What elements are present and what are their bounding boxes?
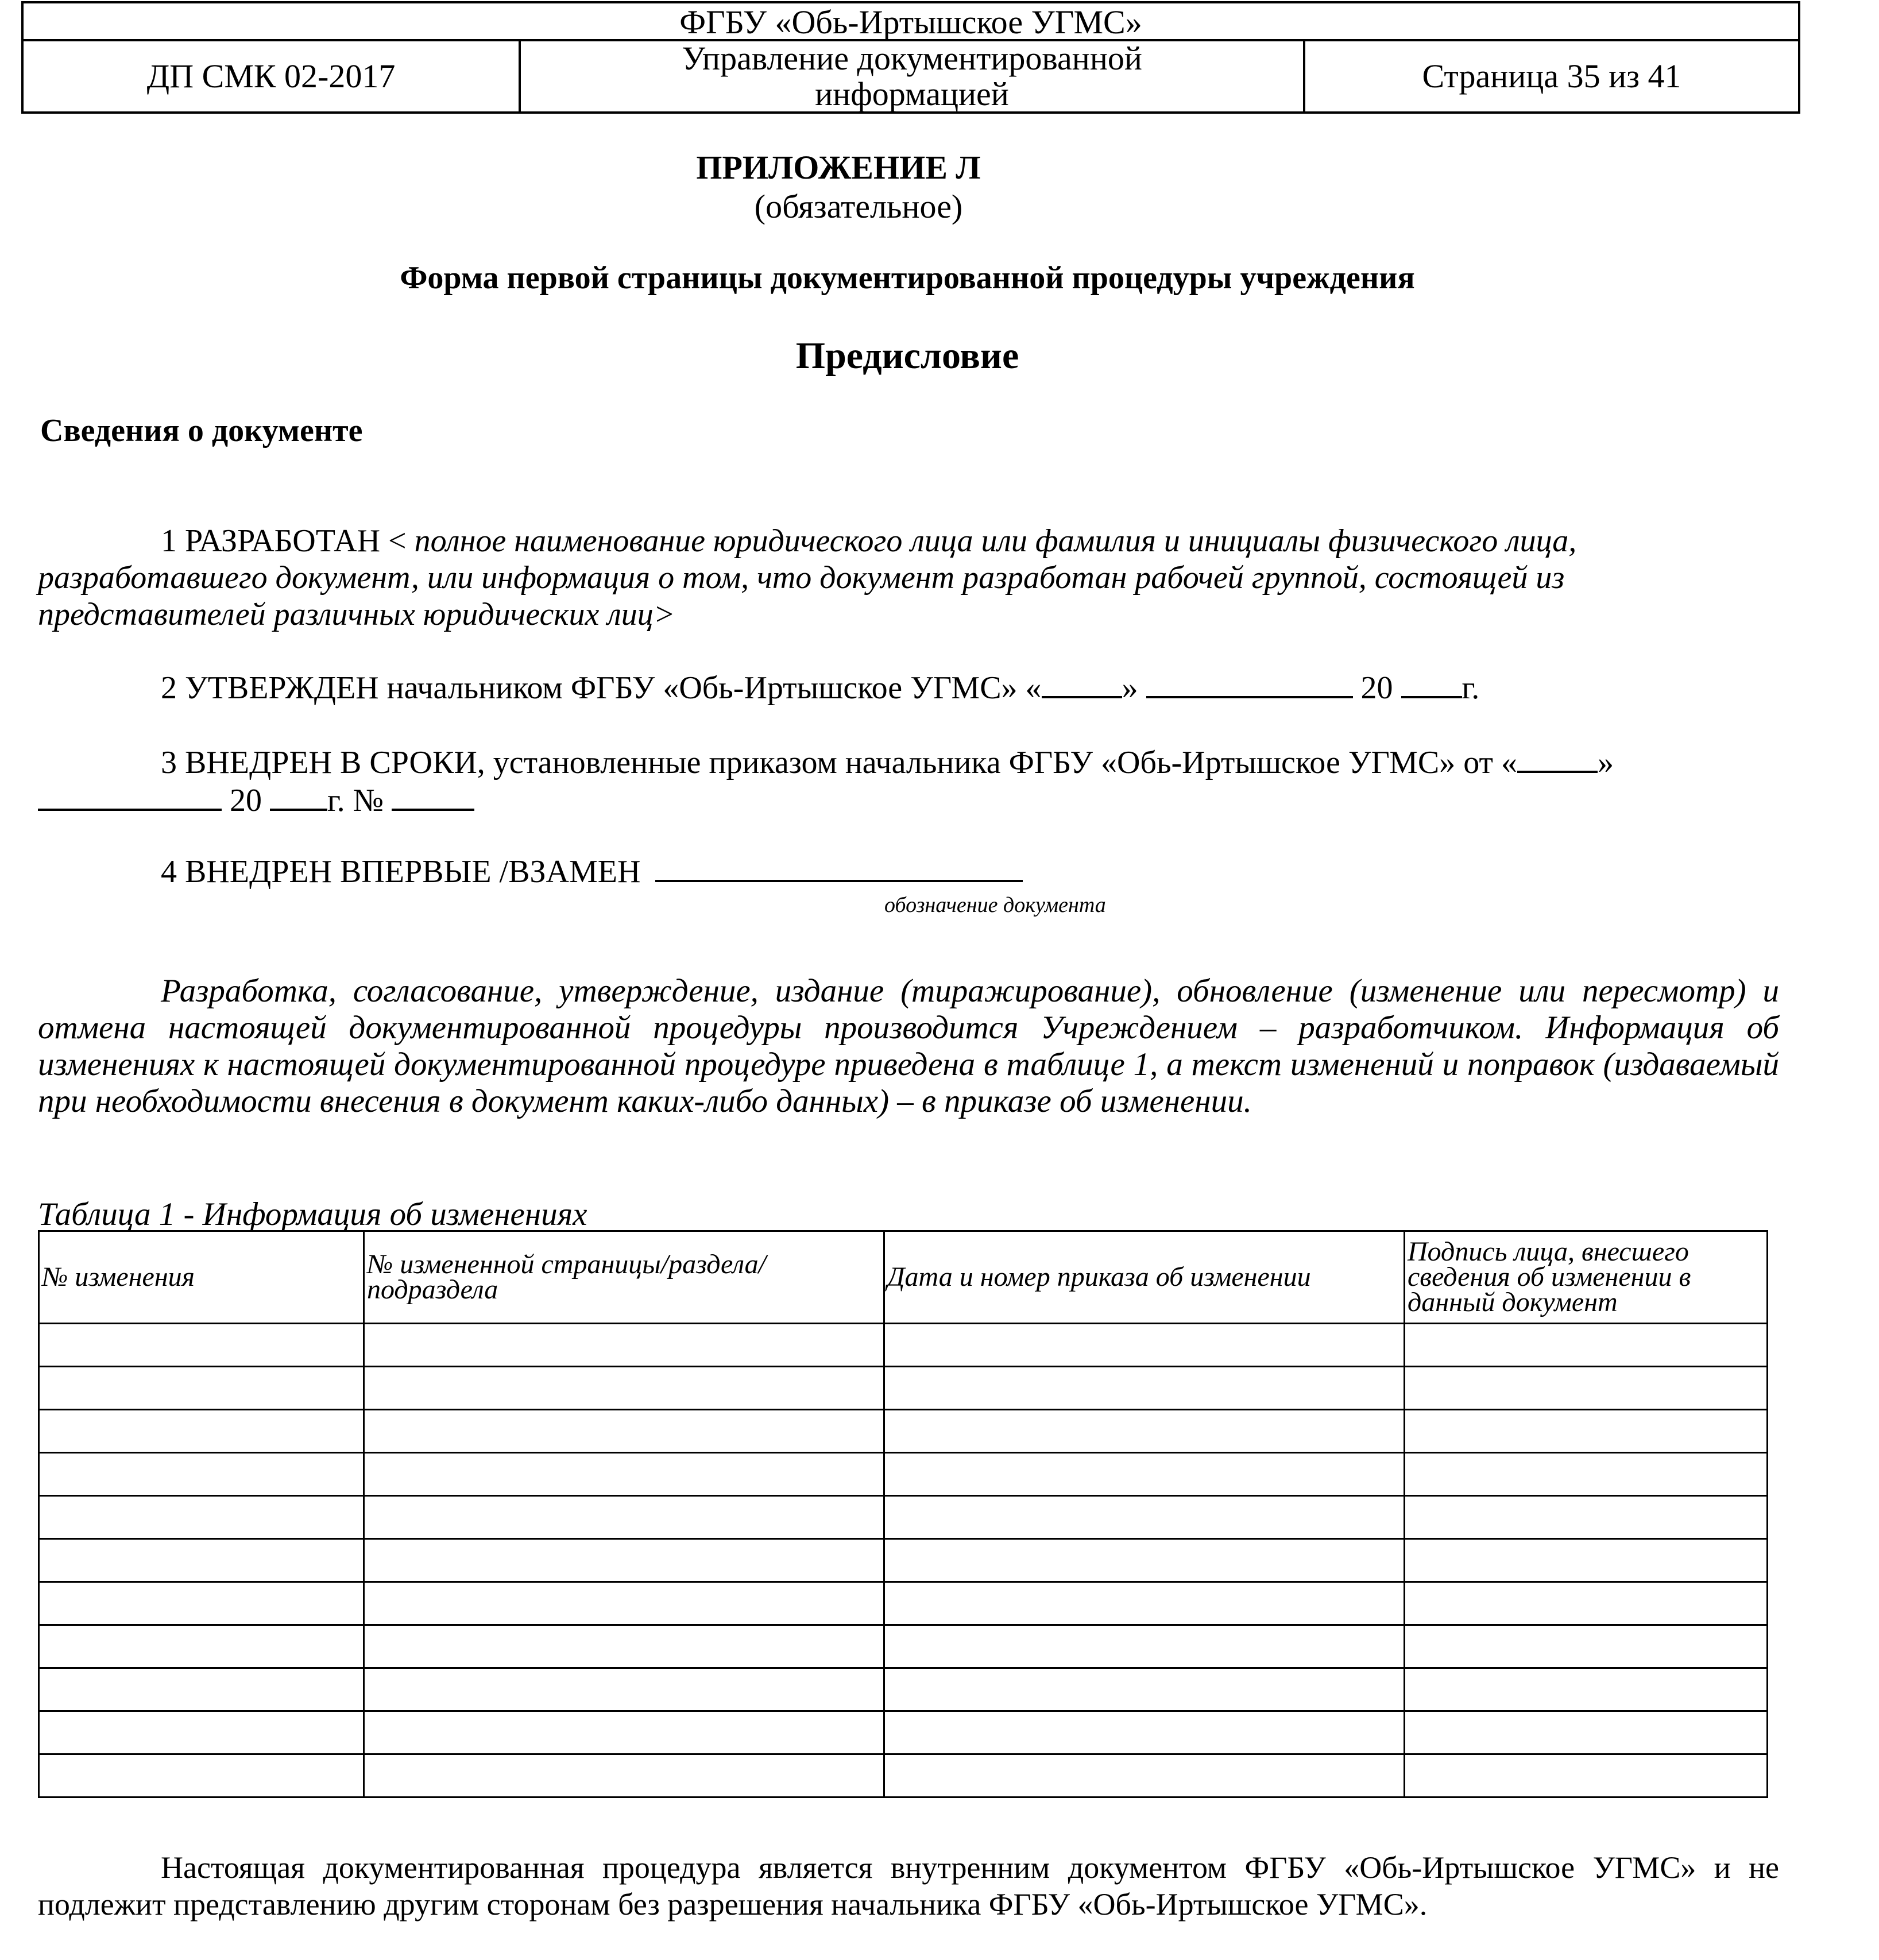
order-month-blank[interactable]	[38, 781, 222, 811]
table-cell[interactable]	[1405, 1496, 1768, 1539]
table-cell[interactable]	[1405, 1453, 1768, 1496]
item3-mid1: »	[1597, 745, 1614, 780]
month-blank[interactable]	[1146, 668, 1353, 698]
table-cell[interactable]	[884, 1754, 1405, 1797]
table-cell[interactable]	[39, 1496, 364, 1539]
table-cell[interactable]	[1405, 1367, 1768, 1410]
item1-text: полное наименование юридического лица или фамилия и инициалы физического лица, разработавшего документ, или информация о том, что документ разработан рабочей группой, состоящей из представителей различных юридических лиц>	[38, 523, 1577, 632]
designation-caption: обозначение документа	[884, 893, 1106, 917]
table-cell[interactable]	[39, 1324, 364, 1367]
table-cell[interactable]	[364, 1410, 884, 1453]
header-page-info: Страница 35 из 41	[1422, 57, 1681, 95]
table-cell[interactable]	[884, 1324, 1405, 1367]
table-cell[interactable]	[364, 1367, 884, 1410]
year-blank[interactable]	[1401, 668, 1462, 698]
item2-suffix: г.	[1462, 670, 1480, 706]
header-doc-code: ДП СМК 02-2017	[24, 41, 521, 111]
table-row	[39, 1754, 1768, 1797]
item-approved	[38, 668, 1772, 706]
table-cell[interactable]	[39, 1453, 364, 1496]
document-header	[21, 1, 1800, 114]
table-cell[interactable]	[364, 1324, 884, 1367]
table-row	[39, 1625, 1768, 1668]
item-developed	[38, 523, 1772, 633]
item2-mid1: »	[1122, 670, 1146, 706]
table-cell[interactable]	[39, 1582, 364, 1625]
item4-prefix: 4 ВНЕДРЕН ВПЕРВЫЕ /ВЗАМЕН	[161, 854, 649, 890]
table-cell[interactable]	[364, 1625, 884, 1668]
table-cell[interactable]	[884, 1625, 1405, 1668]
table-cell[interactable]	[364, 1496, 884, 1539]
day-blank[interactable]	[1042, 668, 1122, 698]
table-cell[interactable]	[1405, 1711, 1768, 1754]
order-day-blank[interactable]	[1517, 743, 1598, 773]
table-row	[39, 1711, 1768, 1754]
table-cell[interactable]	[364, 1754, 884, 1797]
form-title: Форма первой страницы документированной процедуры учреждения	[400, 260, 1415, 296]
appendix-title: ПРИЛОЖЕНИЕ Л	[696, 149, 981, 186]
col-signature: Подпись лица, внесшего сведения об изменении в данный документ	[1405, 1231, 1768, 1324]
table-cell[interactable]	[884, 1711, 1405, 1754]
item3-mid2: 20	[222, 783, 270, 818]
table-cell[interactable]	[39, 1625, 364, 1668]
table-cell[interactable]	[39, 1754, 364, 1797]
table-cell[interactable]	[364, 1582, 884, 1625]
item2-mid2: 20	[1352, 670, 1401, 706]
procedure-note: Разработка, согласование, утверждение, издание (тиражирование), обновление (изменение или пересмотр) и отмена настоящей документированной процедуры производится Учреждением – разработчиком. Информация об изменениях к настоящей документированной процедуре приведена в таблице 1, а текст изменений и поправок (издаваемый при необходимости внесения в документ каких-либо данных) – в приказе об изменении.	[38, 973, 1779, 1119]
table-cell[interactable]	[364, 1539, 884, 1582]
table-cell[interactable]	[39, 1367, 364, 1410]
table-cell[interactable]	[39, 1668, 364, 1711]
table-cell[interactable]	[884, 1410, 1405, 1453]
table-row	[39, 1453, 1768, 1496]
table-header-row	[39, 1231, 1768, 1324]
table-cell[interactable]	[1405, 1625, 1768, 1668]
item-implemented	[38, 743, 1772, 819]
header-row	[24, 41, 1798, 111]
item2-prefix: 2 УТВЕРЖДЕН начальником ФГБУ «Обь-Иртышское УГМС» «	[161, 670, 1042, 706]
table-caption: Таблица 1 - Информация об изменениях	[38, 1196, 587, 1232]
col-change-number: № изменения	[39, 1231, 364, 1324]
internal-document-note: Настоящая документированная процедура является внутренним документом ФГБУ «Обь-Иртышское УГМС» и не подлежит представлению другим сторонам без разрешения начальника ФГБУ «Обь-Иртышское УГМС».	[38, 1850, 1779, 1922]
table-row	[39, 1367, 1768, 1410]
item1-label: 1 РАЗРАБОТАН <	[161, 523, 407, 559]
item3-prefix: 3 ВНЕДРЕН В СРОКИ, установленные приказом начальника ФГБУ «Обь-Иртышское УГМС» от «	[161, 745, 1517, 780]
table-cell[interactable]	[884, 1668, 1405, 1711]
table-row	[39, 1668, 1768, 1711]
table-cell[interactable]	[1405, 1539, 1768, 1582]
table-row	[39, 1496, 1768, 1539]
table-cell[interactable]	[1405, 1410, 1768, 1453]
table-cell[interactable]	[884, 1539, 1405, 1582]
table-cell[interactable]	[364, 1668, 884, 1711]
table-row	[39, 1410, 1768, 1453]
table-row	[39, 1582, 1768, 1625]
table-row	[39, 1324, 1768, 1367]
header-doc-title-text: Управление документированной информацией	[682, 40, 1142, 113]
table-cell[interactable]	[1405, 1582, 1768, 1625]
table-cell[interactable]	[1405, 1668, 1768, 1711]
table-cell[interactable]	[39, 1410, 364, 1453]
order-number-blank[interactable]	[392, 781, 474, 811]
table-cell[interactable]	[1405, 1754, 1768, 1797]
designation-blank[interactable]	[655, 852, 1023, 882]
table-cell[interactable]	[39, 1711, 364, 1754]
order-year-blank[interactable]	[270, 781, 327, 811]
table-row	[39, 1539, 1768, 1582]
item3-mid3: г. №	[327, 783, 392, 818]
changes-table	[38, 1230, 1768, 1798]
table-cell[interactable]	[39, 1539, 364, 1582]
table-cell[interactable]	[884, 1453, 1405, 1496]
table-cell[interactable]	[884, 1496, 1405, 1539]
appendix-status: (обязательное)	[754, 188, 963, 225]
doc-info-heading: Сведения о документе	[40, 413, 363, 449]
preface-title: Предисловие	[795, 335, 1019, 377]
table-cell[interactable]	[884, 1367, 1405, 1410]
table-cell[interactable]	[884, 1582, 1405, 1625]
table-cell[interactable]	[364, 1453, 884, 1496]
table-cell[interactable]	[1405, 1324, 1768, 1367]
header-doc-title	[521, 41, 1305, 111]
changes-table-body	[39, 1324, 1768, 1797]
table-cell[interactable]	[364, 1711, 884, 1754]
item-first-introduced	[38, 852, 1772, 890]
col-order-date-number: Дата и номер приказа об изменении	[884, 1231, 1405, 1324]
col-changed-page: № измененной страницы/раздела/подраздела	[364, 1231, 884, 1324]
header-organization: ФГБУ «Обь-Иртышское УГМС»	[24, 3, 1798, 41]
